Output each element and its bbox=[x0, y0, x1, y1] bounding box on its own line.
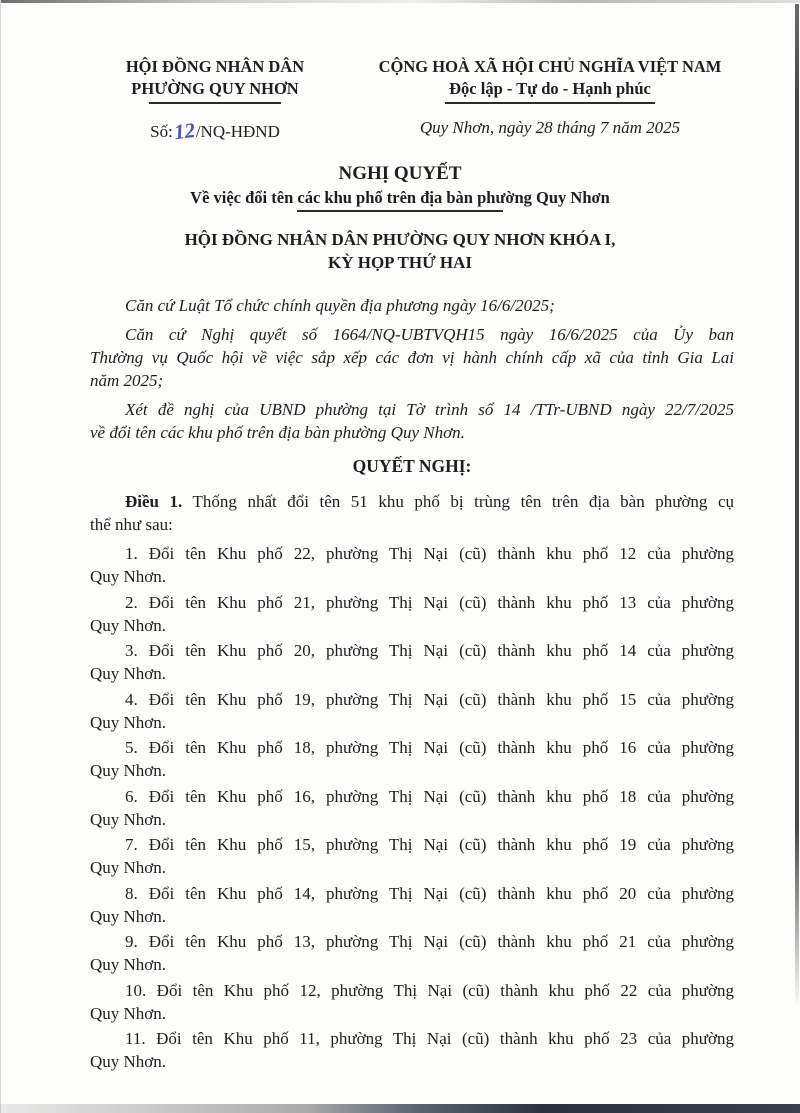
number-date-row bbox=[0, 104, 800, 143]
resolution-heading: QUYẾT NGHỊ: bbox=[352, 456, 472, 476]
title-block bbox=[0, 162, 800, 212]
article-1 bbox=[90, 490, 734, 536]
item-7-line1: 7. Đổi tên Khu phố 15, phường Thị Nại (cũ) thành khu phố 19 của phường bbox=[125, 835, 734, 854]
item-1-line1: 1. Đổi tên Khu phố 22, phường Thị Nại (cũ) thành khu phố 12 của phường bbox=[125, 544, 734, 563]
doc-number-prefix: Số: bbox=[150, 122, 173, 141]
item-9-line1: 9. Đổi tên Khu phố 13, phường Thị Nại (cũ) thành khu phố 21 của phường bbox=[125, 932, 734, 951]
doc-subtitle: Về việc đổi tên các khu phố trên địa bàn phường Quy Nhơn bbox=[190, 188, 610, 207]
item-2-line1: 2. Đổi tên Khu phố 21, phường Thị Nại (cũ) thành khu phố 13 của phường bbox=[125, 592, 734, 612]
scan-edge-right bbox=[795, 4, 799, 1008]
preamble-paragraph-3 bbox=[90, 398, 734, 444]
item-7-line2: Quy Nhơn. bbox=[90, 858, 167, 877]
item-11-line2: Quy Nhơn. bbox=[90, 1052, 167, 1071]
issuer-line2: KỲ HỌP THỨ HAI bbox=[327, 253, 473, 272]
item-10-line1: 10. Đổi tên Khu phố 12, phường Thị Nại (cũ) thành khu phố 22 của phường bbox=[125, 980, 734, 1000]
item-8-line1: 8. Đổi tên Khu phố 14, phường Thị Nại (cũ) thành khu phố 20 của phường bbox=[125, 883, 734, 903]
item-8-line2: Quy Nhơn. bbox=[90, 906, 167, 926]
article-item-2 bbox=[90, 591, 734, 637]
agency-name-line1: HỘI ĐỒNG NHÂN DÂN bbox=[125, 57, 305, 76]
item-4-line1: 4. Đổi tên Khu phố 19, phường Thị Nại (cũ) thành khu phố 15 của phường bbox=[125, 689, 734, 709]
item-10-line2: Quy Nhơn. bbox=[90, 1003, 167, 1023]
article-item-7 bbox=[90, 833, 734, 879]
item-3-line1: 3. Đổi tên Khu phố 20, phường Thị Nại (cũ) thành khu phố 14 của phường bbox=[125, 641, 734, 660]
item-3-line2: Quy Nhơn. bbox=[90, 664, 167, 683]
item-6-line2: Quy Nhơn. bbox=[90, 809, 167, 829]
article-item-6 bbox=[90, 785, 734, 831]
article-1-label: Điều 1. bbox=[125, 492, 183, 511]
national-name: CỘNG HOÀ XÃ HỘI CHỦ NGHĨA VIỆT NAM bbox=[378, 57, 722, 76]
preamble-1-line1: Căn cứ Luật Tổ chức chính quyền địa phương ngày 16/6/2025; bbox=[125, 296, 555, 315]
item-6-line1: 6. Đổi tên Khu phố 16, phường Thị Nại (cũ) thành khu phố 18 của phường bbox=[125, 786, 734, 806]
item-9-line2: Quy Nhơn. bbox=[90, 955, 167, 974]
article-item-11 bbox=[90, 1027, 734, 1073]
issuing-agency-block bbox=[106, 56, 324, 104]
preamble-2-line1: Căn cứ Nghị quyết số 1664/NQ-UBTVQH15 ngày 16/6/2025 của Ủy ban bbox=[125, 325, 734, 344]
preamble-2-line3: năm 2025; bbox=[90, 371, 164, 390]
item-5-line2: Quy Nhơn. bbox=[90, 761, 167, 780]
article-item-1 bbox=[90, 542, 734, 588]
agency-underline bbox=[149, 102, 281, 104]
issuer-block bbox=[0, 228, 800, 274]
item-4-line2: Quy Nhơn. bbox=[90, 712, 167, 732]
scan-edge-left bbox=[0, 0, 1, 1113]
handwritten-doc-number: 12 bbox=[172, 117, 197, 145]
scan-edge-bottom bbox=[0, 1104, 800, 1113]
article-item-8 bbox=[90, 882, 734, 928]
document-body bbox=[90, 294, 734, 1073]
article-item-4 bbox=[90, 688, 734, 734]
doc-number-suffix: /NQ-HĐND bbox=[195, 122, 280, 141]
article-item-5 bbox=[90, 736, 734, 782]
item-2-line2: Quy Nhơn. bbox=[90, 615, 167, 635]
issuer-line1: HỘI ĐỒNG NHÂN DÂN PHƯỜNG QUY NHƠN KHÓA I, bbox=[184, 230, 616, 249]
preamble-3-line2: về đổi tên các khu phố trên địa bàn phường Quy Nhơn. bbox=[90, 423, 465, 442]
national-header-block bbox=[362, 56, 738, 104]
doc-title: NGHỊ QUYẾT bbox=[338, 163, 462, 184]
national-motto: Độc lập - Tự do - Hạnh phúc bbox=[445, 78, 655, 104]
preamble-3-line1: Xét đề nghị của UBND phường tại Tờ trình số 14 /TTr-UBND ngày 22/7/2025 bbox=[125, 400, 734, 419]
item-1-line2: Quy Nhơn. bbox=[90, 567, 167, 586]
item-5-line1: 5. Đổi tên Khu phố 18, phường Thị Nại (cũ) thành khu phố 16 của phường bbox=[125, 738, 734, 757]
item-11-line1: 11. Đổi tên Khu phố 11, phường Thị Nại (cũ) thành khu phố 23 của phường bbox=[125, 1029, 734, 1048]
place-date-line: Quy Nhơn, ngày 28 tháng 7 năm 2025 bbox=[419, 118, 681, 137]
article-1-line1: Thống nhất đổi tên 51 khu phố bị trùng tên trên địa bàn phường cụ bbox=[192, 492, 735, 511]
doc-number-line bbox=[106, 118, 324, 143]
article-item-10 bbox=[90, 979, 734, 1025]
preamble-paragraph-1 bbox=[90, 294, 734, 317]
article-item-3 bbox=[90, 639, 734, 685]
article-1-line2: thể như sau: bbox=[90, 515, 173, 534]
preamble-2-line2: Thường vụ Quốc hội về việc sắp xếp các đơn vị hành chính cấp xã của tỉnh Gia Lai bbox=[90, 348, 734, 367]
preamble-paragraph-2 bbox=[90, 323, 734, 392]
scan-edge-top bbox=[0, 0, 800, 3]
document-header bbox=[0, 0, 800, 104]
agency-name-line2: PHƯỜNG QUY NHƠN bbox=[131, 79, 299, 98]
article-item-9 bbox=[90, 930, 734, 976]
subtitle-rule bbox=[297, 210, 503, 212]
